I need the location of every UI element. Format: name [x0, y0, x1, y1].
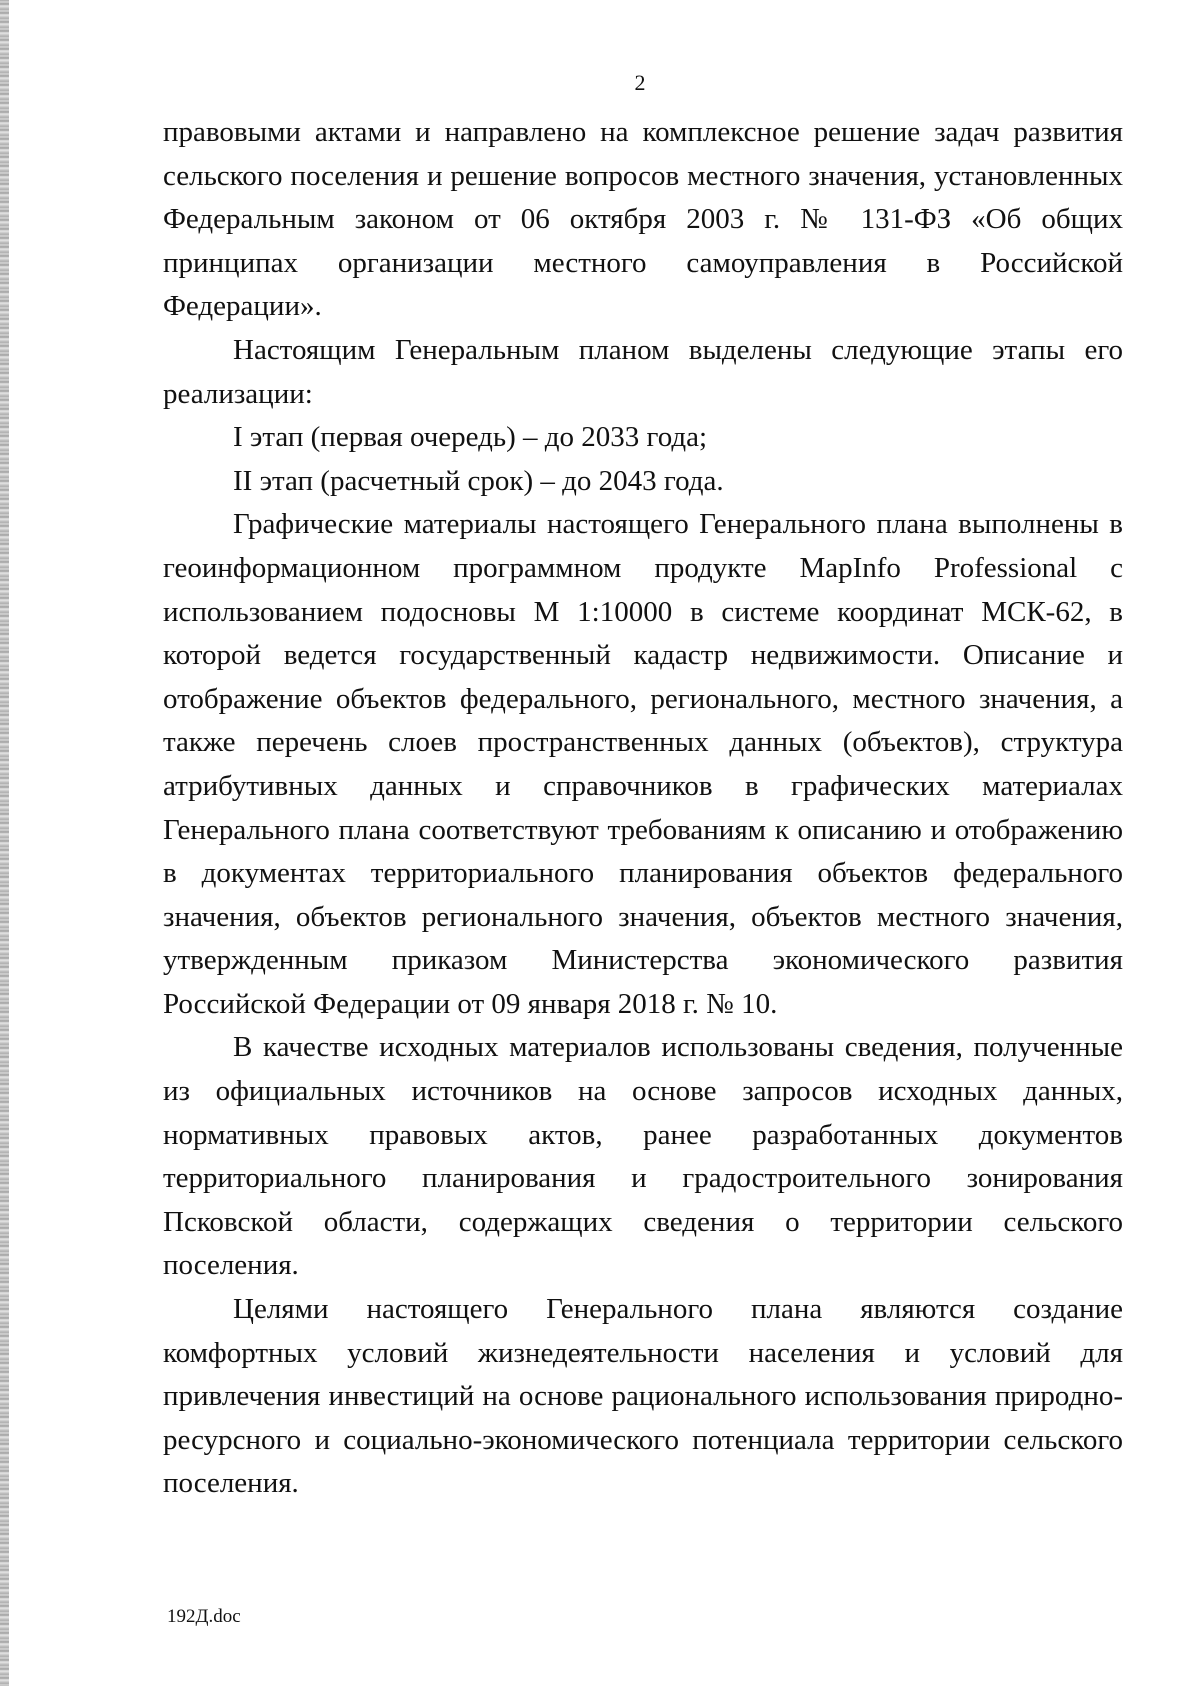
stage-item-1: I этап (первая очередь) – до 2033 года; [233, 421, 708, 454]
page-number: 2 [634, 70, 646, 95]
paragraph-continuation: правовыми актами и направлено на комплексное решение задач развития сельского поселения и решение вопросов местного значения, установленных Федеральным законом от 06 октября 2003 г. № 131-ФЗ «Об общих принципах организации местного самоуправления в Российской Федерации». [163, 116, 1123, 323]
scan-edge [0, 0, 9, 1686]
footer-filename: 192Д.doc [167, 1606, 241, 1627]
paragraph-goals: Целями настоящего Генерального плана являются создание комфортных условий жизнедеятельности населения и условий для привлечения инвестиций на основе рационального использования природно-ресурсного и социально-экономического потенциала территории сельского поселения. [163, 1293, 1123, 1500]
paragraph-graphic-materials: Графические материалы настоящего Генерального плана выполнены в геоинформационном программном продукте MapInfo Professional с использованием подосновы М 1:10000 в системе координат МСК-62, в которой ведется государственный кадастр недвижимости. Описание и отображение объектов федерального, регионального, местного значения, а также перечень слоев пространственных данных (объектов), структура атрибутивных данных и справочников в графических материалах Генерального плана соответствуют требованиям к описанию и отображению в документах территориального планирования объектов федерального значения, объектов регионального значения, объектов местного значения, утвержденным приказом Министерства экономического развития Российской Федерации от 09 января 2018 г. № 10. [163, 508, 1123, 1020]
document-body [163, 111, 1123, 1506]
stage-item-2: II этап (расчетный срок) – до 2043 года. [233, 464, 724, 497]
paragraph-stages-intro: Настоящим Генеральным планом выделены следующие этапы его реализации: [163, 333, 1123, 410]
paragraph-source-materials: В качестве исходных материалов использованы сведения, полученные из официальных источников на основе запросов исходных данных, нормативных правовых актов, ранее разработанных документов территориального планирования и градостроительного зонирования Псковской области, содержащих сведения о территории сельского поселения. [163, 1031, 1123, 1282]
